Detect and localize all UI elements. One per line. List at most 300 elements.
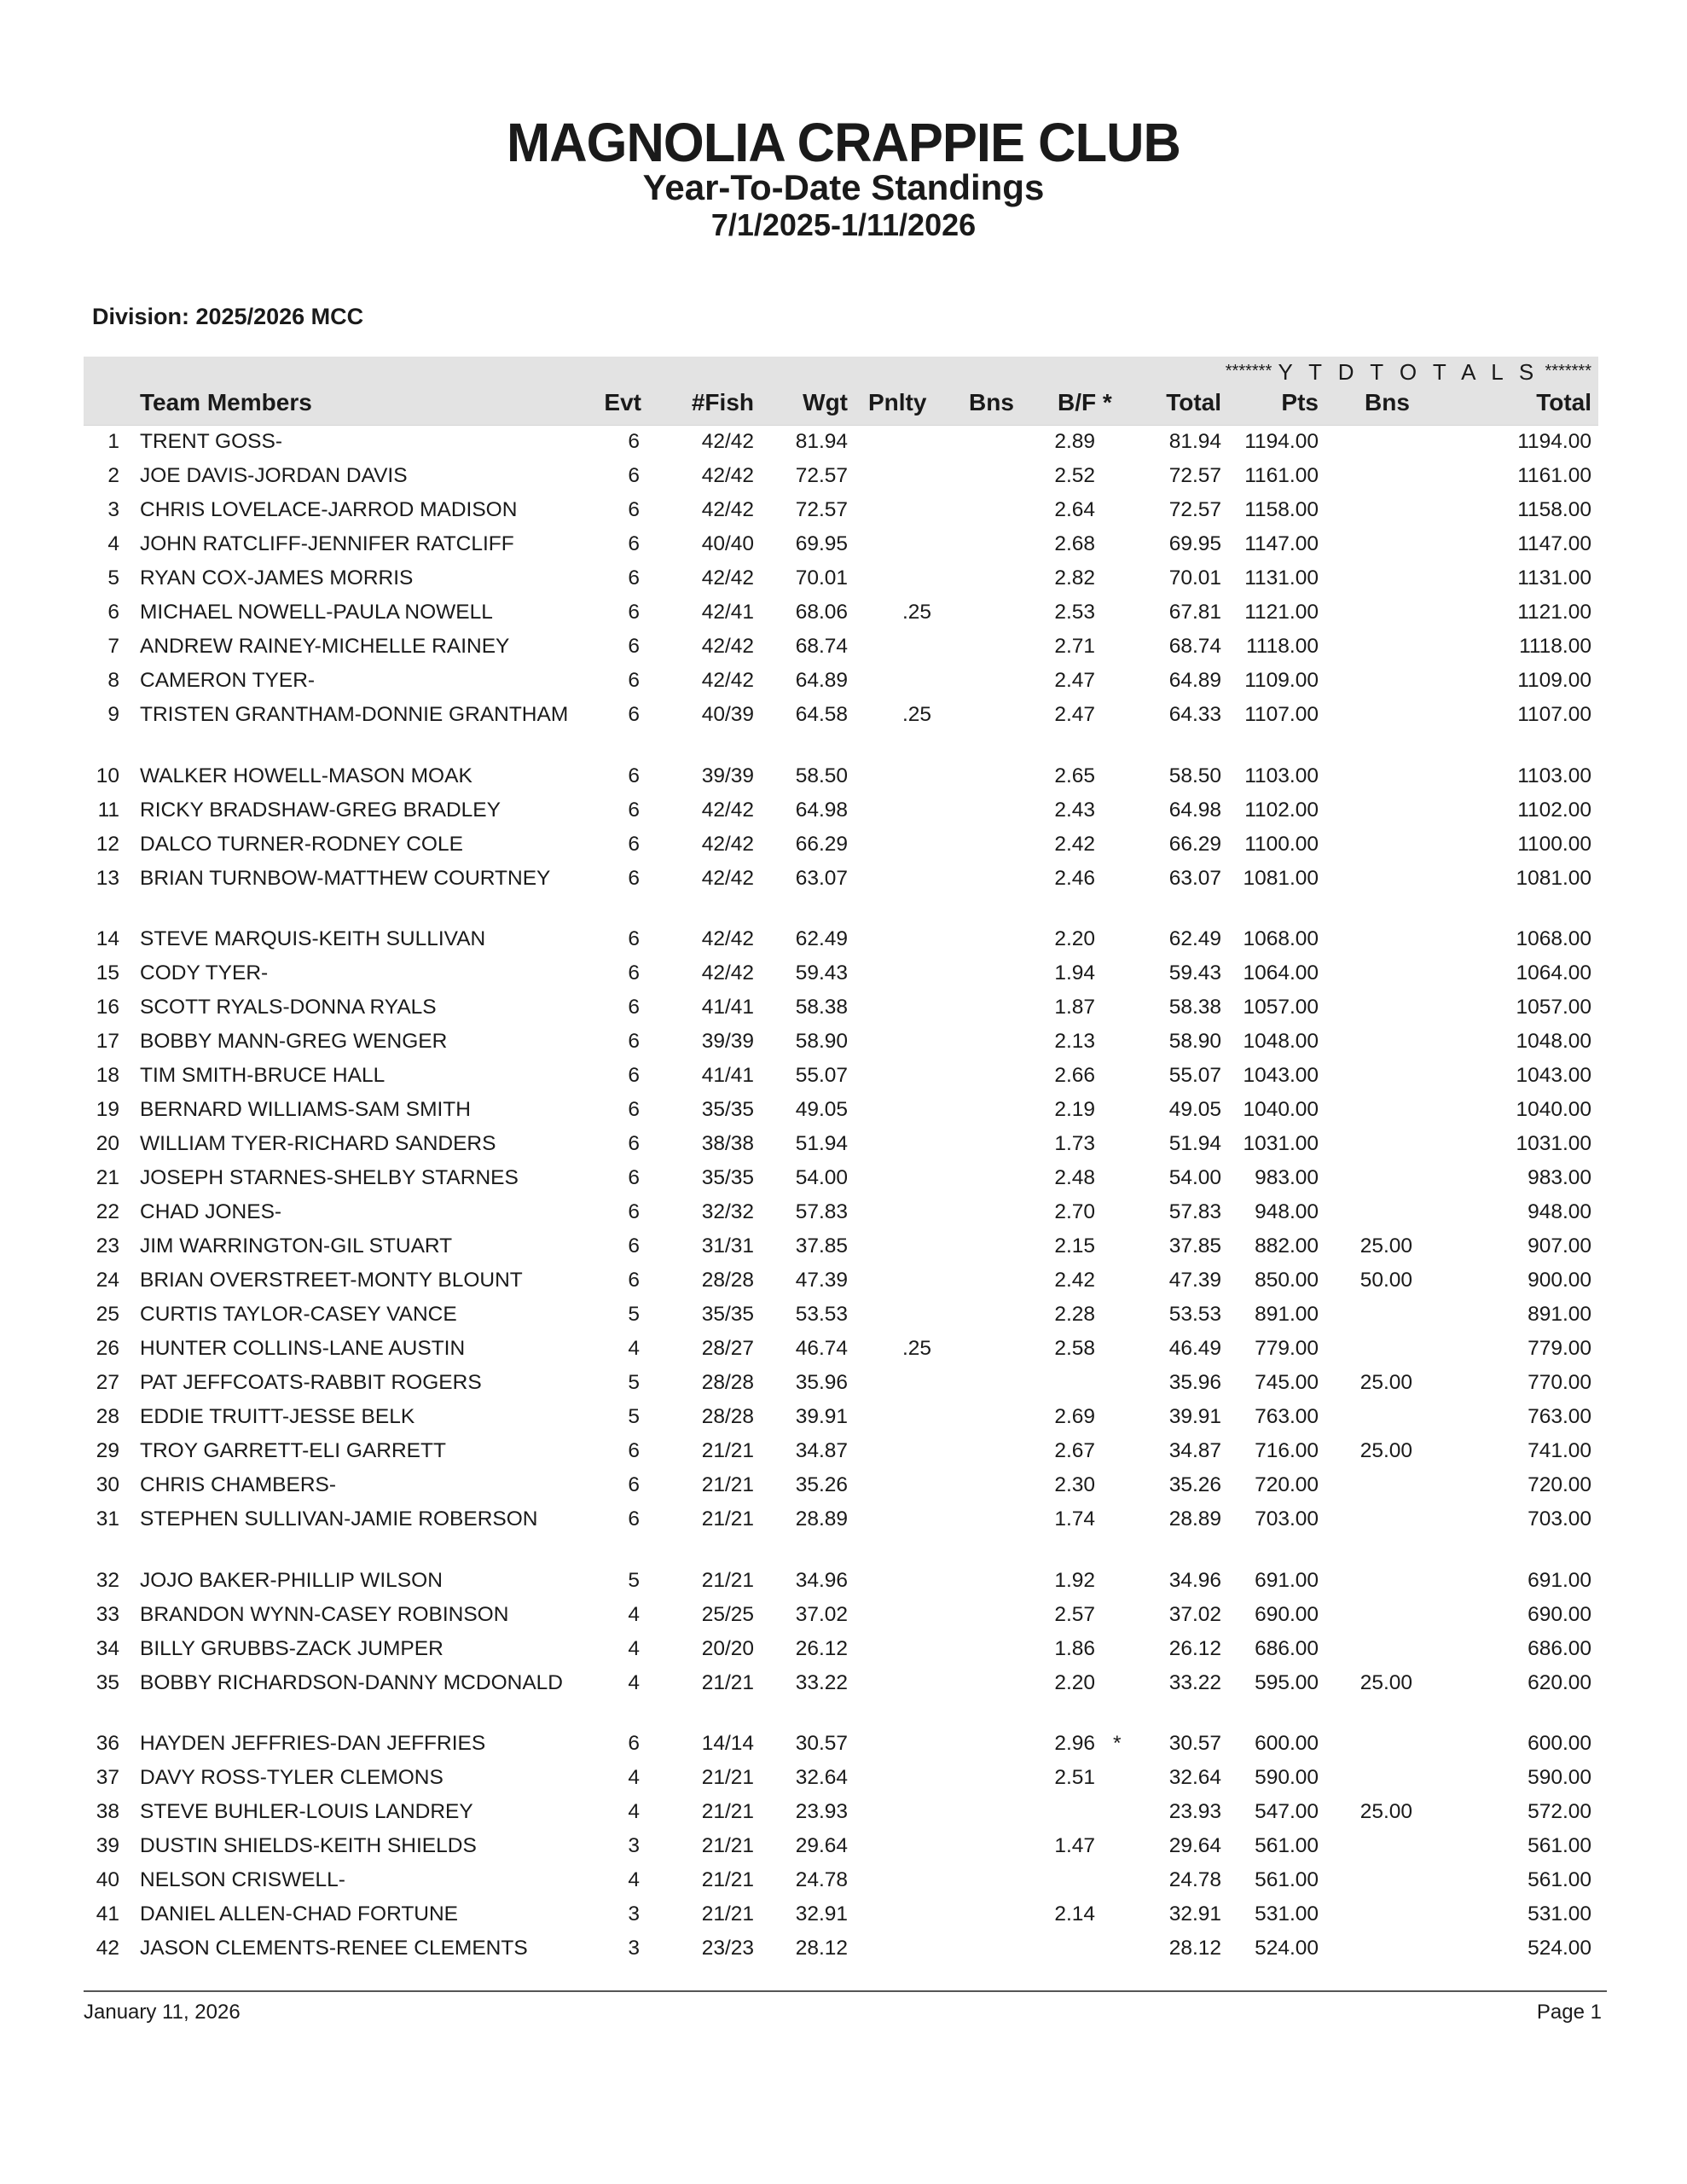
ytd-total-cell: 531.00 — [1528, 1902, 1591, 1926]
team-members-cell: CAMERON TYER- — [140, 669, 316, 692]
ytd-points-cell: 590.00 — [1255, 1766, 1319, 1789]
big-fish-cell: 2.68 — [1054, 532, 1095, 555]
row-rank-cell: 26 — [96, 1337, 119, 1360]
evt-cell: 6 — [628, 1030, 640, 1053]
total-weight-cell: 66.29 — [1168, 832, 1221, 856]
row-rank-cell: 27 — [96, 1371, 119, 1394]
big-fish-flag-cell: * — [1113, 1732, 1122, 1755]
row-rank-cell: 22 — [96, 1200, 119, 1223]
ytd-bonus-cell: 25.00 — [1359, 1800, 1412, 1823]
evt-cell: 6 — [628, 1507, 640, 1531]
big-fish-cell: 2.47 — [1054, 703, 1095, 726]
total-weight-cell: 57.83 — [1168, 1200, 1221, 1223]
row-rank-cell: 34 — [96, 1636, 119, 1660]
ytd-points-cell: 691.00 — [1255, 1568, 1319, 1592]
evt-cell: 6 — [628, 1269, 640, 1292]
fish-count-cell: 42/42 — [701, 866, 754, 890]
ytd-total-cell: 900.00 — [1528, 1269, 1591, 1292]
team-members-cell: ANDREW RAINEY-MICHELLE RAINEY — [140, 635, 510, 658]
team-members-cell: TRISTEN GRANTHAM-DONNIE GRANTHAM — [140, 703, 569, 726]
ytd-total-cell: 891.00 — [1528, 1303, 1591, 1326]
ytd-total-cell: 561.00 — [1528, 1834, 1591, 1857]
big-fish-cell: 1.47 — [1054, 1834, 1095, 1857]
ytd-total-cell: 1107.00 — [1517, 703, 1591, 726]
team-members-cell: HUNTER COLLINS-LANE AUSTIN — [140, 1337, 466, 1360]
ytd-total-cell: 561.00 — [1528, 1868, 1591, 1891]
row-rank-cell: 13 — [96, 866, 119, 890]
evt-cell: 6 — [628, 703, 640, 726]
ytd-total-cell: 779.00 — [1528, 1337, 1591, 1360]
weight-cell: 64.89 — [795, 669, 848, 692]
total-weight-cell: 30.57 — [1168, 1732, 1221, 1755]
team-members-cell: JOHN RATCLIFF-JENNIFER RATCLIFF — [140, 532, 514, 555]
evt-cell: 5 — [628, 1568, 640, 1592]
weight-cell: 32.64 — [795, 1766, 848, 1789]
total-weight-cell: 67.81 — [1168, 601, 1221, 624]
ytd-points-cell: 1194.00 — [1244, 430, 1319, 453]
row-rank-cell: 8 — [107, 669, 119, 692]
col-header-pts: Pts — [1281, 389, 1319, 415]
evt-cell: 6 — [628, 498, 640, 521]
ytd-points-cell: 1118.00 — [1246, 635, 1319, 658]
big-fish-cell: 2.69 — [1054, 1405, 1095, 1428]
row-rank-cell: 19 — [96, 1098, 119, 1121]
row-rank-cell: 33 — [96, 1602, 119, 1626]
total-weight-cell: 37.85 — [1168, 1234, 1221, 1258]
total-weight-cell: 58.50 — [1168, 764, 1221, 787]
team-members-cell: STEVE MARQUIS-KEITH SULLIVAN — [140, 927, 486, 950]
ytd-total-cell: 1057.00 — [1516, 996, 1591, 1019]
big-fish-cell: 1.87 — [1054, 996, 1095, 1019]
row-rank-cell: 12 — [96, 832, 119, 856]
row-rank-cell: 10 — [96, 764, 119, 787]
team-members-cell: EDDIE TRUITT-JESSE BELK — [140, 1405, 415, 1428]
team-members-cell: TIM SMITH-BRUCE HALL — [140, 1064, 386, 1087]
team-members-cell: RICKY BRADSHAW-GREG BRADLEY — [140, 798, 501, 822]
ytd-points-cell: 1158.00 — [1244, 498, 1319, 521]
fish-count-cell: 21/21 — [701, 1670, 754, 1694]
team-members-cell: BERNARD WILLIAMS-SAM SMITH — [140, 1098, 471, 1121]
row-rank-cell: 40 — [96, 1868, 119, 1891]
big-fish-cell: 2.42 — [1054, 1269, 1095, 1292]
big-fish-cell: 2.51 — [1054, 1766, 1095, 1789]
big-fish-cell: 2.15 — [1054, 1234, 1095, 1258]
row-rank-cell: 1 — [107, 430, 119, 453]
ytd-total-cell: 1068.00 — [1516, 927, 1591, 950]
weight-cell: 28.89 — [795, 1507, 848, 1531]
penalty-cell: .25 — [901, 601, 931, 624]
ytd-total-cell: 948.00 — [1528, 1200, 1591, 1223]
team-members-cell: BRIAN OVERSTREET-MONTY BLOUNT — [140, 1269, 523, 1292]
ytd-points-cell: 716.00 — [1255, 1439, 1319, 1462]
fish-count-cell: 42/42 — [701, 566, 754, 590]
team-members-cell: JOE DAVIS-JORDAN DAVIS — [140, 464, 408, 487]
fish-count-cell: 39/39 — [701, 764, 754, 787]
weight-cell: 37.02 — [795, 1602, 848, 1626]
col-header-pnlty: Pnlty — [868, 389, 927, 415]
evt-cell: 4 — [628, 1800, 640, 1823]
big-fish-cell: 1.74 — [1054, 1507, 1095, 1531]
ytd-points-cell: 1048.00 — [1243, 1030, 1319, 1053]
total-weight-cell: 49.05 — [1168, 1098, 1221, 1121]
weight-cell: 58.90 — [795, 1030, 848, 1053]
ytd-points-cell: 779.00 — [1255, 1337, 1319, 1360]
row-rank-cell: 25 — [96, 1303, 119, 1326]
team-members-cell: STEVE BUHLER-LOUIS LANDREY — [140, 1800, 473, 1823]
big-fish-cell: 2.89 — [1054, 430, 1095, 453]
fish-count-cell: 42/42 — [701, 464, 754, 487]
ytd-points-cell: 882.00 — [1255, 1234, 1319, 1258]
ytd-points-cell: 1068.00 — [1243, 927, 1319, 950]
total-weight-cell: 64.89 — [1168, 669, 1221, 692]
ytd-points-cell: 1109.00 — [1244, 669, 1319, 692]
big-fish-cell: 2.70 — [1054, 1200, 1095, 1223]
fish-count-cell: 21/21 — [701, 1766, 754, 1789]
total-weight-cell: 24.78 — [1168, 1868, 1221, 1891]
ytd-total-cell: 1158.00 — [1517, 498, 1591, 521]
col-header-bf: B/F * — [1058, 389, 1112, 415]
report-date-range: 7/1/2025-1/11/2026 — [710, 207, 977, 242]
ytd-points-cell: 891.00 — [1255, 1303, 1319, 1326]
footer-rule — [84, 1990, 1607, 1992]
big-fish-cell: 1.92 — [1054, 1568, 1095, 1592]
total-weight-cell: 72.57 — [1168, 464, 1221, 487]
team-members-cell: DANIEL ALLEN-CHAD FORTUNE — [140, 1902, 459, 1926]
ytd-points-cell: 1043.00 — [1243, 1064, 1319, 1087]
weight-cell: 55.07 — [795, 1064, 848, 1087]
total-weight-cell: 64.33 — [1168, 703, 1221, 726]
ytd-points-cell: 1161.00 — [1244, 464, 1319, 487]
total-weight-cell: 62.49 — [1168, 927, 1221, 950]
ytd-bonus-cell: 50.00 — [1359, 1269, 1412, 1292]
weight-cell: 26.12 — [795, 1636, 848, 1660]
col-header-bns: Bns — [969, 389, 1014, 415]
row-rank-cell: 24 — [96, 1269, 119, 1292]
row-rank-cell: 11 — [97, 798, 119, 822]
fish-count-cell: 20/20 — [701, 1636, 754, 1660]
team-members-cell: TRENT GOSS- — [140, 430, 282, 453]
evt-cell: 6 — [628, 927, 640, 950]
team-members-cell: PAT JEFFCOATS-RABBIT ROGERS — [140, 1371, 482, 1394]
team-members-cell: BOBBY RICHARDSON-DANNY MCDONALD — [140, 1670, 563, 1694]
ytd-total-cell: 1048.00 — [1516, 1030, 1591, 1053]
ytd-points-cell: 1107.00 — [1244, 703, 1319, 726]
big-fish-cell: 2.57 — [1054, 1602, 1095, 1626]
team-members-cell: DAVY ROSS-TYLER CLEMONS — [140, 1766, 443, 1789]
weight-cell: 54.00 — [795, 1166, 848, 1189]
big-fish-cell: 2.28 — [1054, 1303, 1095, 1326]
ytd-total-cell: 907.00 — [1528, 1234, 1591, 1258]
weight-cell: 72.57 — [795, 464, 848, 487]
team-members-cell: TROY GARRETT-ELI GARRETT — [140, 1439, 446, 1462]
total-weight-cell: 35.96 — [1168, 1371, 1221, 1394]
total-weight-cell: 47.39 — [1168, 1269, 1221, 1292]
ytd-total-cell: 1064.00 — [1516, 961, 1591, 985]
ytd-total-cell: 691.00 — [1528, 1568, 1591, 1592]
fish-count-cell: 40/39 — [701, 703, 754, 726]
ytd-total-cell: 1161.00 — [1517, 464, 1591, 487]
total-weight-cell: 37.02 — [1168, 1602, 1221, 1626]
ytd-points-cell: 1100.00 — [1244, 832, 1319, 856]
team-members-cell: BOBBY MANN-GREG WENGER — [140, 1030, 448, 1053]
fish-count-cell: 42/42 — [701, 498, 754, 521]
row-rank-cell: 3 — [107, 498, 119, 521]
ytd-points-cell: 1103.00 — [1244, 764, 1319, 787]
fish-count-cell: 28/28 — [701, 1371, 754, 1394]
evt-cell: 6 — [628, 635, 640, 658]
row-rank-cell: 4 — [107, 532, 119, 555]
weight-cell: 62.49 — [795, 927, 848, 950]
weight-cell: 53.53 — [795, 1303, 848, 1326]
fish-count-cell: 42/42 — [701, 832, 754, 856]
weight-cell: 68.74 — [795, 635, 848, 658]
ytd-bonus-cell: 25.00 — [1359, 1371, 1412, 1394]
total-weight-cell: 34.87 — [1168, 1439, 1221, 1462]
fish-count-cell: 21/21 — [701, 1507, 754, 1531]
total-weight-cell: 54.00 — [1168, 1166, 1221, 1189]
big-fish-cell: 2.20 — [1054, 927, 1095, 950]
row-rank-cell: 29 — [96, 1439, 119, 1462]
fish-count-cell: 42/42 — [701, 430, 754, 453]
ytd-points-cell: 595.00 — [1255, 1670, 1319, 1694]
evt-cell: 6 — [628, 1732, 640, 1755]
team-members-cell: DALCO TURNER-RODNEY COLE — [140, 832, 463, 856]
big-fish-cell: 2.19 — [1054, 1098, 1095, 1121]
ytd-points-cell: 1064.00 — [1243, 961, 1319, 985]
ytd-total-cell: 770.00 — [1528, 1371, 1591, 1394]
big-fish-cell: 2.46 — [1054, 866, 1095, 890]
team-members-cell: JIM WARRINGTON-GIL STUART — [140, 1234, 453, 1258]
evt-cell: 6 — [628, 566, 640, 590]
ytd-points-cell: 1102.00 — [1244, 798, 1319, 822]
total-weight-cell: 28.12 — [1168, 1937, 1221, 1960]
big-fish-cell: 1.73 — [1054, 1132, 1095, 1155]
big-fish-cell: 2.53 — [1054, 601, 1095, 624]
evt-cell: 5 — [628, 1405, 640, 1428]
big-fish-cell: 2.52 — [1054, 464, 1095, 487]
row-rank-cell: 32 — [96, 1568, 119, 1592]
weight-cell: 23.93 — [795, 1800, 848, 1823]
evt-cell: 6 — [628, 1132, 640, 1155]
team-members-cell: STEPHEN SULLIVAN-JAMIE ROBERSON — [140, 1507, 538, 1531]
fish-count-cell: 42/42 — [701, 669, 754, 692]
evt-cell: 6 — [628, 1200, 640, 1223]
evt-cell: 6 — [628, 1166, 640, 1189]
ytd-points-cell: 763.00 — [1255, 1405, 1319, 1428]
row-rank-cell: 23 — [96, 1234, 119, 1258]
team-members-cell: DUSTIN SHIELDS-KEITH SHIELDS — [140, 1834, 477, 1857]
weight-cell: 49.05 — [795, 1098, 848, 1121]
evt-cell: 5 — [628, 1303, 640, 1326]
big-fish-cell: 2.58 — [1054, 1337, 1095, 1360]
total-weight-cell: 69.95 — [1168, 532, 1221, 555]
weight-cell: 46.74 — [795, 1337, 848, 1360]
team-members-cell: JOJO BAKER-PHILLIP WILSON — [140, 1568, 443, 1592]
big-fish-cell: 1.86 — [1054, 1636, 1095, 1660]
ytd-points-cell: 1131.00 — [1244, 566, 1319, 590]
ytd-points-cell: 1081.00 — [1243, 866, 1319, 890]
big-fish-cell: 2.65 — [1054, 764, 1095, 787]
evt-cell: 6 — [628, 1064, 640, 1087]
ytd-total-cell: 686.00 — [1528, 1636, 1591, 1660]
penalty-cell: .25 — [901, 703, 931, 726]
weight-cell: 37.85 — [795, 1234, 848, 1258]
fish-count-cell: 25/25 — [701, 1602, 754, 1626]
row-rank-cell: 16 — [96, 996, 119, 1019]
col-header-team-members: Team Members — [140, 389, 312, 415]
ytd-total-cell: 1121.00 — [1517, 601, 1591, 624]
weight-cell: 58.50 — [795, 764, 848, 787]
col-header-ytd-total: Total — [1536, 389, 1591, 415]
ytd-points-cell: 686.00 — [1255, 1636, 1319, 1660]
ytd-total-cell: 524.00 — [1528, 1937, 1591, 1960]
ytd-total-cell: 572.00 — [1528, 1800, 1591, 1823]
weight-cell: 30.57 — [795, 1732, 848, 1755]
ytd-points-cell: 703.00 — [1255, 1507, 1319, 1531]
big-fish-cell: 2.67 — [1054, 1439, 1095, 1462]
ytd-total-cell: 1031.00 — [1516, 1132, 1591, 1155]
footer-page-number: Page 1 — [1536, 2001, 1602, 2024]
fish-count-cell: 40/40 — [701, 532, 754, 555]
total-weight-cell: 32.64 — [1168, 1766, 1221, 1789]
big-fish-cell: 2.13 — [1054, 1030, 1095, 1053]
ytd-points-cell: 1121.00 — [1244, 601, 1319, 624]
evt-cell: 6 — [628, 866, 640, 890]
team-members-cell: MICHAEL NOWELL-PAULA NOWELL — [140, 601, 493, 624]
total-weight-cell: 32.91 — [1168, 1902, 1221, 1926]
ytd-total-cell: 1147.00 — [1517, 532, 1591, 555]
big-fish-cell: 2.43 — [1054, 798, 1095, 822]
division-label: Division: 2025/2026 MCC — [92, 304, 364, 329]
row-rank-cell: 9 — [107, 703, 119, 726]
ytd-total-cell: 620.00 — [1528, 1670, 1591, 1694]
fish-count-cell: 35/35 — [701, 1098, 754, 1121]
ytd-bonus-cell: 25.00 — [1359, 1439, 1412, 1462]
fish-count-cell: 21/21 — [701, 1902, 754, 1926]
big-fish-cell: 2.42 — [1054, 832, 1095, 856]
evt-cell: 4 — [628, 1766, 640, 1789]
ytd-points-cell: 561.00 — [1255, 1834, 1319, 1857]
weight-cell: 68.06 — [795, 601, 848, 624]
ytd-total-cell: 1194.00 — [1517, 430, 1591, 453]
evt-cell: 4 — [628, 1868, 640, 1891]
ytd-total-cell: 600.00 — [1528, 1732, 1591, 1755]
ytd-points-cell: 561.00 — [1255, 1868, 1319, 1891]
ytd-total-cell: 1109.00 — [1517, 669, 1591, 692]
total-weight-cell: 55.07 — [1168, 1064, 1221, 1087]
ytd-total-cell: 1100.00 — [1517, 832, 1591, 856]
row-rank-cell: 41 — [96, 1902, 119, 1926]
row-rank-cell: 5 — [107, 566, 119, 590]
weight-cell: 35.26 — [795, 1473, 848, 1496]
fish-count-cell: 28/28 — [701, 1405, 754, 1428]
ytd-total-cell: 1081.00 — [1516, 866, 1591, 890]
ytd-stars-left: ******* — [1225, 362, 1272, 380]
fish-count-cell: 32/32 — [701, 1200, 754, 1223]
team-members-cell: BRIAN TURNBOW-MATTHEW COURTNEY — [140, 866, 551, 890]
ytd-total-cell: 983.00 — [1528, 1166, 1591, 1189]
weight-cell: 59.43 — [795, 961, 848, 985]
evt-cell: 4 — [628, 1337, 640, 1360]
evt-cell: 6 — [628, 996, 640, 1019]
evt-cell: 3 — [628, 1902, 640, 1926]
total-weight-cell: 35.26 — [1168, 1473, 1221, 1496]
weight-cell: 63.07 — [795, 866, 848, 890]
weight-cell: 66.29 — [795, 832, 848, 856]
weight-cell: 39.91 — [795, 1405, 848, 1428]
ytd-total-cell: 1103.00 — [1517, 764, 1591, 787]
row-rank-cell: 6 — [107, 601, 119, 624]
big-fish-cell: 2.96 — [1054, 1732, 1095, 1755]
ytd-points-cell: 1057.00 — [1243, 996, 1319, 1019]
fish-count-cell: 35/35 — [701, 1303, 754, 1326]
row-rank-cell: 37 — [96, 1766, 119, 1789]
fish-count-cell: 31/31 — [701, 1234, 754, 1258]
row-rank-cell: 17 — [96, 1030, 119, 1053]
team-members-cell: JOSEPH STARNES-SHELBY STARNES — [140, 1166, 519, 1189]
col-header-ytd-bns: Bns — [1365, 389, 1410, 415]
big-fish-cell: 2.14 — [1054, 1902, 1095, 1926]
ytd-stars-right: ******* — [1545, 362, 1591, 380]
fish-count-cell: 21/21 — [701, 1800, 754, 1823]
evt-cell: 6 — [628, 1098, 640, 1121]
big-fish-cell: 2.64 — [1054, 498, 1095, 521]
total-weight-cell: 81.94 — [1168, 430, 1221, 453]
row-rank-cell: 7 — [107, 635, 119, 658]
penalty-cell: .25 — [901, 1337, 931, 1360]
weight-cell: 64.58 — [795, 703, 848, 726]
total-weight-cell: 63.07 — [1168, 866, 1221, 890]
report-subtitle: Year-To-Date Standings — [642, 167, 1045, 207]
weight-cell: 34.87 — [795, 1439, 848, 1462]
row-rank-cell: 35 — [96, 1670, 119, 1694]
ytd-points-cell: 850.00 — [1255, 1269, 1319, 1292]
ytd-points-cell: 547.00 — [1255, 1800, 1319, 1823]
total-weight-cell: 64.98 — [1168, 798, 1221, 822]
ytd-points-cell: 1147.00 — [1244, 532, 1319, 555]
ytd-points-cell: 720.00 — [1255, 1473, 1319, 1496]
fish-count-cell: 35/35 — [701, 1166, 754, 1189]
total-weight-cell: 29.64 — [1168, 1834, 1221, 1857]
weight-cell: 35.96 — [795, 1371, 848, 1394]
ytd-points-cell: 531.00 — [1255, 1902, 1319, 1926]
ytd-points-cell: 1040.00 — [1243, 1098, 1319, 1121]
big-fish-cell: 2.47 — [1054, 669, 1095, 692]
total-weight-cell: 51.94 — [1168, 1132, 1221, 1155]
weight-cell: 47.39 — [795, 1269, 848, 1292]
ytd-total-cell: 1131.00 — [1517, 566, 1591, 590]
ytd-total-cell: 690.00 — [1528, 1602, 1591, 1626]
evt-cell: 4 — [628, 1636, 640, 1660]
evt-cell: 6 — [628, 1439, 640, 1462]
report-title: MAGNOLIA CRAPPIE CLUB — [507, 112, 1180, 173]
fish-count-cell: 42/42 — [701, 961, 754, 985]
weight-cell: 58.38 — [795, 996, 848, 1019]
row-rank-cell: 42 — [96, 1937, 119, 1960]
row-rank-cell: 2 — [107, 464, 119, 487]
team-members-cell: NELSON CRISWELL- — [140, 1868, 345, 1891]
total-weight-cell: 23.93 — [1168, 1800, 1221, 1823]
row-rank-cell: 38 — [96, 1800, 119, 1823]
total-weight-cell: 70.01 — [1168, 566, 1221, 590]
evt-cell: 6 — [628, 764, 640, 787]
ytd-total-cell: 741.00 — [1528, 1439, 1591, 1462]
total-weight-cell: 68.74 — [1168, 635, 1221, 658]
big-fish-cell: 2.71 — [1054, 635, 1095, 658]
ytd-points-cell: 600.00 — [1255, 1732, 1319, 1755]
fish-count-cell: 21/21 — [701, 1568, 754, 1592]
weight-cell: 64.98 — [795, 798, 848, 822]
